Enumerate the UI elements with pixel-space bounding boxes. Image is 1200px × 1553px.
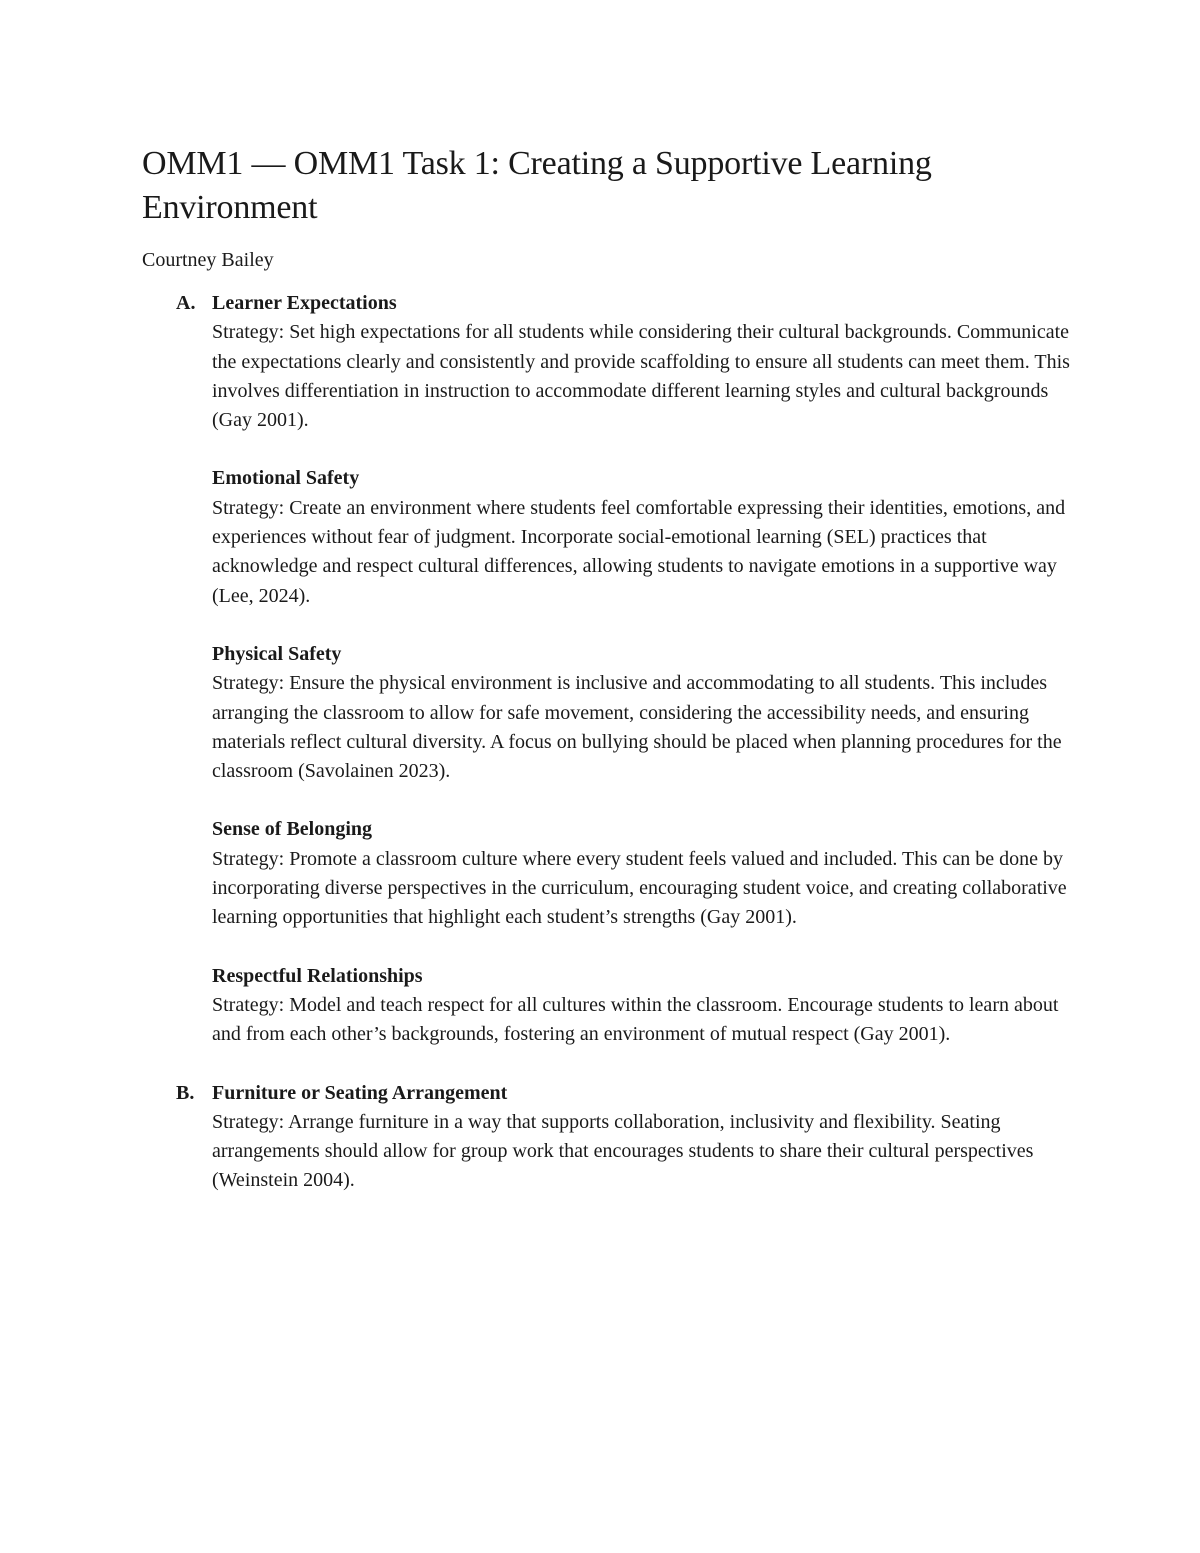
section-furniture-seating — [142, 1079, 1072, 1196]
section-learner-expectations — [142, 289, 1072, 435]
section-sense-of-belonging — [142, 815, 1072, 932]
section-body: Strategy: Create an environment where students feel comfortable expressing their identities, emotions, and experiences without fear of judgment. Incorporate social-emotional learning (SEL) practices that acknowledge and respect cultural differences, allowing students to navigate emotions in a supportive way (Lee, 2024). — [212, 496, 1066, 607]
author-name: Courtney Bailey — [142, 249, 274, 271]
section-heading: Physical Safety — [212, 642, 342, 665]
section-respectful-relationships — [142, 962, 1072, 1050]
section-physical-safety — [142, 640, 1072, 786]
document-title: OMM1 — OMM1 Task 1: Creating a Supportive Learning Environment — [142, 145, 932, 226]
section-body: Strategy: Set high expectations for all students while considering their cultural backgrounds. Communicate the expectations clearly and consistently and provide scaffolding to ensure all students can meet them. This involves differentiation in instruction to accommodate different learning styles and cultural backgrounds (Gay 2001). — [212, 321, 1070, 432]
section-emotional-safety — [142, 464, 1072, 610]
list-marker-b: B. — [176, 1081, 195, 1104]
section-heading: Emotional Safety — [212, 467, 360, 490]
section-body: Strategy: Model and teach respect for all cultures within the classroom. Encourage students to learn about and from each other’s backgrounds, fostering an environment of mutual respect (Gay 2001). — [212, 993, 1059, 1046]
section-heading: Furniture or Seating Arrangement — [212, 1081, 508, 1104]
section-heading: Learner Expectations — [212, 292, 397, 314]
section-heading: Sense of Belonging — [212, 818, 373, 841]
list-marker-a: A. — [176, 292, 196, 314]
section-body: Strategy: Promote a classroom culture where every student feels valued and included. This can be done by incorporating diverse perspectives in the curriculum, encouraging student voice, and creating collaborative learning opportunities that highlight each student’s strengths (Gay 2001). — [212, 847, 1067, 929]
section-body: Strategy: Arrange furniture in a way that supports collaboration, inclusivity and flexibility. Seating arrangements should allow for group work that encourages students to share their cultural perspectives (Weinstein 2004). — [212, 1110, 1034, 1192]
document-page — [142, 142, 1072, 1196]
section-body: Strategy: Ensure the physical environment is inclusive and accommodating to all students. This includes arranging the classroom to allow for safe movement, considering the accessibility needs, and ensuring materials reflect cultural diversity. A focus on bullying should be placed when planning procedures for the classroom (Savolainen 2023). — [212, 672, 1062, 783]
section-heading: Respectful Relationships — [212, 964, 423, 987]
